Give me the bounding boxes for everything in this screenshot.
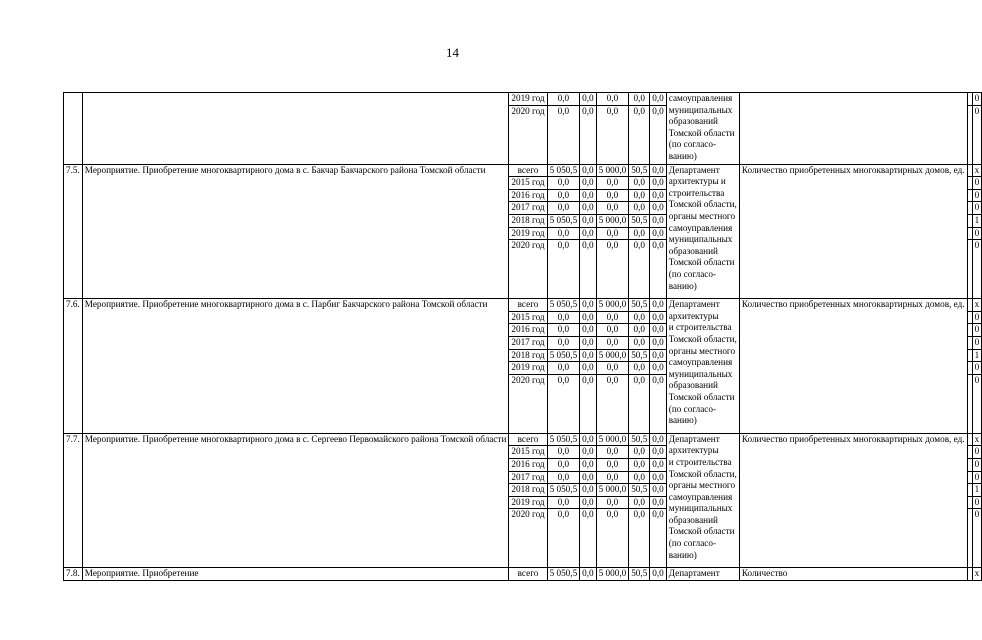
value-cell: 0,0 xyxy=(547,93,580,106)
value-cell: 0,0 xyxy=(650,105,666,164)
value-cell: 0,0 xyxy=(547,362,580,375)
result-cell: 0 xyxy=(972,362,982,375)
executor-line: самоуправления xyxy=(668,93,733,103)
item-number: 7.6. xyxy=(64,299,83,434)
year-cell: 2016 год xyxy=(509,458,547,471)
executor-line: органы местного xyxy=(668,345,736,356)
value-cell: 0,0 xyxy=(580,471,596,484)
year-cell: 2019 год xyxy=(509,496,547,509)
value-cell: 5 050,5 xyxy=(547,164,580,177)
item-number-cell xyxy=(64,93,83,165)
value-cell: 0,0 xyxy=(650,349,666,362)
executor-line: (по согласо- xyxy=(668,538,716,549)
year-cell: 2019 год xyxy=(509,93,547,106)
value-cell: 0,0 xyxy=(580,568,596,581)
value-cell: 5 050,5 xyxy=(547,484,580,497)
executor-line: ванию) xyxy=(668,415,697,426)
executor-line: ванию) xyxy=(668,280,697,291)
value-cell: 0,0 xyxy=(650,214,666,227)
indicator-cell xyxy=(739,93,967,165)
value-cell: 0,0 xyxy=(596,458,629,471)
value-cell: 0,0 xyxy=(547,240,580,299)
value-cell: 0,0 xyxy=(596,471,629,484)
executor-line: Томской области, xyxy=(668,333,737,344)
value-cell: 5 000,0 xyxy=(596,484,629,497)
value-cell: 0,0 xyxy=(580,240,596,299)
value-cell: 0,0 xyxy=(580,214,596,227)
executor-line: (по согласо- xyxy=(668,403,716,414)
value-cell: 0,0 xyxy=(650,484,666,497)
value-cell: 5 050,5 xyxy=(547,349,580,362)
executor-line: самоуправления xyxy=(668,491,733,502)
value-cell: 0,0 xyxy=(547,202,580,215)
value-cell: 0,0 xyxy=(596,227,629,240)
value-cell: 5 050,5 xyxy=(547,214,580,227)
item-name: Мероприятие. Приобретение многоквартирного дома в с. Бакчар Бакчарского района Томской области xyxy=(82,164,509,299)
value-cell: 0,0 xyxy=(650,458,666,471)
value-cell: 0,0 xyxy=(650,471,666,484)
value-cell: 0,0 xyxy=(629,362,650,375)
value-cell: 0,0 xyxy=(596,202,629,215)
year-cell: всего xyxy=(509,568,547,581)
value-cell: 0,0 xyxy=(596,93,629,106)
executor-line: ванию) xyxy=(668,549,697,560)
year-cell: 2019 год xyxy=(509,227,547,240)
value-cell: 0,0 xyxy=(596,446,629,459)
value-cell: 0,0 xyxy=(580,311,596,324)
value-cell: 0,0 xyxy=(580,93,596,106)
value-cell: 50,5 xyxy=(629,164,650,177)
value-cell: 0,0 xyxy=(650,374,666,433)
value-cell: 50,5 xyxy=(629,484,650,497)
value-cell: 0,0 xyxy=(547,446,580,459)
result-cell: 0 xyxy=(972,509,982,568)
year-cell: 2019 год xyxy=(509,362,547,375)
value-cell: 0,0 xyxy=(580,164,596,177)
value-cell: 0,0 xyxy=(596,189,629,202)
value-cell: 0,0 xyxy=(650,164,666,177)
value-cell: 5 050,5 xyxy=(547,299,580,312)
executor-line: Департамент xyxy=(668,299,720,310)
value-cell: 0,0 xyxy=(547,458,580,471)
page-number: 14 xyxy=(446,45,459,60)
result-cell: 1 xyxy=(972,349,982,362)
value-cell: 50,5 xyxy=(629,299,650,312)
result-cell: х xyxy=(972,299,982,312)
year-cell: 2016 год xyxy=(509,324,547,337)
executor-line: муниципальных xyxy=(668,104,733,115)
year-cell: 2020 год xyxy=(509,374,547,433)
year-cell: всего xyxy=(509,164,547,177)
value-cell: 0,0 xyxy=(580,349,596,362)
value-cell: 0,0 xyxy=(629,509,650,568)
value-cell: 0,0 xyxy=(547,311,580,324)
executor-line: образований xyxy=(668,116,718,127)
value-cell: 0,0 xyxy=(596,240,629,299)
year-cell: 2016 год xyxy=(509,189,547,202)
value-cell: 0,0 xyxy=(650,227,666,240)
value-cell: 0,0 xyxy=(650,568,666,581)
table-row xyxy=(64,299,982,312)
value-cell: 0,0 xyxy=(629,336,650,349)
table-row xyxy=(64,164,982,177)
executor-line: муниципальных xyxy=(668,368,733,379)
value-cell: 0,0 xyxy=(650,324,666,337)
indicator-cell: Количество приобретенных многоквартирных домов, ед. xyxy=(739,164,967,299)
result-cell: 0 xyxy=(972,458,982,471)
year-cell: 2020 год xyxy=(509,105,547,164)
executor-cell xyxy=(666,93,739,165)
year-cell: всего xyxy=(509,433,547,446)
executor-line: архитектуры xyxy=(668,310,719,321)
executor-line: самоуправления xyxy=(668,357,733,368)
indicator-cell: Количество xyxy=(739,568,967,581)
executor-line: Томской области xyxy=(668,391,735,402)
value-cell: 0,0 xyxy=(596,374,629,433)
value-cell: 0,0 xyxy=(580,299,596,312)
value-cell: 0,0 xyxy=(580,227,596,240)
result-cell: 0 xyxy=(972,374,982,433)
value-cell: 0,0 xyxy=(629,105,650,164)
value-cell: 0,0 xyxy=(596,496,629,509)
value-cell: 0,0 xyxy=(629,324,650,337)
value-cell: 0,0 xyxy=(580,105,596,164)
year-cell: 2018 год xyxy=(509,349,547,362)
value-cell: 0,0 xyxy=(629,496,650,509)
executor-cell xyxy=(666,433,739,568)
result-cell: 0 xyxy=(972,446,982,459)
executor-line: Томской области xyxy=(668,127,735,138)
value-cell: 0,0 xyxy=(650,496,666,509)
executor-line: образований xyxy=(668,514,718,525)
year-cell: 2018 год xyxy=(509,484,547,497)
value-cell: 0,0 xyxy=(650,433,666,446)
year-cell: 2017 год xyxy=(509,336,547,349)
program-table xyxy=(63,92,982,581)
year-cell: всего xyxy=(509,299,547,312)
value-cell: 0,0 xyxy=(629,177,650,190)
value-cell: 0,0 xyxy=(629,471,650,484)
value-cell: 0,0 xyxy=(596,177,629,190)
executor-line: и строительства xyxy=(668,322,732,333)
value-cell: 5 000,0 xyxy=(596,299,629,312)
table-row xyxy=(64,568,982,581)
executor-line: архитектуры xyxy=(668,445,719,456)
executor-line: органы местного xyxy=(668,480,736,491)
value-cell: 50,5 xyxy=(629,433,650,446)
result-cell: 0 xyxy=(972,324,982,337)
result-cell: 0 xyxy=(972,336,982,349)
value-cell: 0,0 xyxy=(629,202,650,215)
value-cell: 0,0 xyxy=(650,177,666,190)
value-cell: 0,0 xyxy=(650,336,666,349)
indicator-cell: Количество приобретенных многоквартирных домов, ед. xyxy=(739,433,967,568)
result-cell: 0 xyxy=(972,105,982,164)
result-cell: 0 xyxy=(972,202,982,215)
value-cell: 0,0 xyxy=(629,93,650,106)
year-cell: 2015 год xyxy=(509,311,547,324)
year-cell: 2020 год xyxy=(509,509,547,568)
value-cell: 0,0 xyxy=(596,311,629,324)
value-cell: 5 000,0 xyxy=(596,349,629,362)
value-cell: 0,0 xyxy=(596,336,629,349)
result-cell: х xyxy=(972,433,982,446)
executor-line: самоуправления xyxy=(668,222,733,233)
value-cell: 0,0 xyxy=(547,189,580,202)
value-cell: 0,0 xyxy=(547,105,580,164)
value-cell: 50,5 xyxy=(629,568,650,581)
value-cell: 0,0 xyxy=(580,189,596,202)
executor-line: Томской области xyxy=(668,257,735,268)
result-cell: 0 xyxy=(972,240,982,299)
value-cell: 0,0 xyxy=(596,362,629,375)
value-cell: 0,0 xyxy=(650,189,666,202)
item-name: Мероприятие. Приобретение многоквартирного дома в с. Сергеево Первомайского района Томской области xyxy=(82,433,509,568)
year-cell: 2017 год xyxy=(509,471,547,484)
result-cell: 0 xyxy=(972,311,982,324)
value-cell: 0,0 xyxy=(547,336,580,349)
value-cell: 0,0 xyxy=(596,509,629,568)
executor-line: образований xyxy=(668,380,718,391)
result-cell: 0 xyxy=(972,496,982,509)
value-cell: 0,0 xyxy=(650,202,666,215)
value-cell: 0,0 xyxy=(547,177,580,190)
value-cell: 0,0 xyxy=(629,311,650,324)
value-cell: 0,0 xyxy=(580,336,596,349)
value-cell: 0,0 xyxy=(547,374,580,433)
result-cell: х xyxy=(972,568,982,581)
value-cell: 0,0 xyxy=(580,509,596,568)
value-cell: 50,5 xyxy=(629,214,650,227)
value-cell: 0,0 xyxy=(629,240,650,299)
executor-line: Томской области, xyxy=(668,199,737,210)
value-cell: 0,0 xyxy=(596,324,629,337)
executor-line: Томской области xyxy=(668,526,735,537)
value-cell: 0,0 xyxy=(580,433,596,446)
value-cell: 5 000,0 xyxy=(596,214,629,227)
executor-line: ванию) xyxy=(668,150,697,161)
value-cell: 5 050,5 xyxy=(547,568,580,581)
value-cell: 5 000,0 xyxy=(596,164,629,177)
value-cell: 5 050,5 xyxy=(547,433,580,446)
value-cell: 0,0 xyxy=(580,484,596,497)
executor-line: (по согласо- xyxy=(668,268,716,279)
year-cell: 2015 год xyxy=(509,446,547,459)
item-number: 7.8. xyxy=(64,568,83,581)
value-cell: 0,0 xyxy=(580,202,596,215)
value-cell: 50,5 xyxy=(629,349,650,362)
result-cell: 0 xyxy=(972,177,982,190)
value-cell: 0,0 xyxy=(629,189,650,202)
value-cell: 0,0 xyxy=(580,177,596,190)
value-cell: 0,0 xyxy=(650,93,666,106)
value-cell: 0,0 xyxy=(580,458,596,471)
value-cell: 0,0 xyxy=(547,227,580,240)
value-cell: 0,0 xyxy=(629,227,650,240)
indicator-cell: Количество приобретенных многоквартирных домов, ед. xyxy=(739,299,967,434)
result-cell: х xyxy=(972,164,982,177)
year-cell: 2018 год xyxy=(509,214,547,227)
executor-line: органы местного xyxy=(668,210,736,221)
executor-line: Департамент xyxy=(668,164,720,175)
value-cell: 0,0 xyxy=(547,496,580,509)
executor-line: муниципальных xyxy=(668,234,733,245)
year-cell: 2015 год xyxy=(509,177,547,190)
value-cell: 0,0 xyxy=(650,509,666,568)
executor-line: строительства xyxy=(668,187,725,198)
item-number: 7.7. xyxy=(64,433,83,568)
table-row xyxy=(64,433,982,446)
executor-line: Томской области, xyxy=(668,468,737,479)
value-cell: 0,0 xyxy=(629,374,650,433)
value-cell: 5 000,0 xyxy=(596,568,629,581)
item-name-cell xyxy=(82,93,509,165)
executor-line: и строительства xyxy=(668,456,732,467)
value-cell: 0,0 xyxy=(596,105,629,164)
executor-line: архитектуры и xyxy=(668,176,726,187)
value-cell: 0,0 xyxy=(580,324,596,337)
executor-cell: Департамент xyxy=(666,568,739,581)
item-name: Мероприятие. Приобретение xyxy=(82,568,509,581)
executor-line: образований xyxy=(668,245,718,256)
item-name: Мероприятие. Приобретение многоквартирного дома в с. Парбиг Бакчарского района Томской области xyxy=(82,299,509,434)
value-cell: 0,0 xyxy=(650,311,666,324)
value-cell: 0,0 xyxy=(629,458,650,471)
value-cell: 0,0 xyxy=(547,509,580,568)
value-cell: 0,0 xyxy=(580,446,596,459)
result-cell: 1 xyxy=(972,484,982,497)
value-cell: 0,0 xyxy=(580,362,596,375)
value-cell: 0,0 xyxy=(629,446,650,459)
value-cell: 0,0 xyxy=(547,471,580,484)
value-cell: 0,0 xyxy=(650,446,666,459)
value-cell: 0,0 xyxy=(547,324,580,337)
year-cell: 2017 год xyxy=(509,202,547,215)
executor-line: муниципальных xyxy=(668,503,733,514)
value-cell: 0,0 xyxy=(580,374,596,433)
item-number: 7.5. xyxy=(64,164,83,299)
table-row xyxy=(64,93,982,106)
executor-cell xyxy=(666,299,739,434)
value-cell: 0,0 xyxy=(650,240,666,299)
value-cell: 0,0 xyxy=(650,299,666,312)
result-cell: 0 xyxy=(972,189,982,202)
executor-line: (по согласо- xyxy=(668,139,716,150)
value-cell: 5 000,0 xyxy=(596,433,629,446)
result-cell: 0 xyxy=(972,93,982,106)
result-cell: 1 xyxy=(972,214,982,227)
executor-cell xyxy=(666,164,739,299)
result-cell: 0 xyxy=(972,471,982,484)
value-cell: 0,0 xyxy=(650,362,666,375)
result-cell: 0 xyxy=(972,227,982,240)
executor-line: Департамент xyxy=(668,433,720,444)
year-cell: 2020 год xyxy=(509,240,547,299)
value-cell: 0,0 xyxy=(580,496,596,509)
